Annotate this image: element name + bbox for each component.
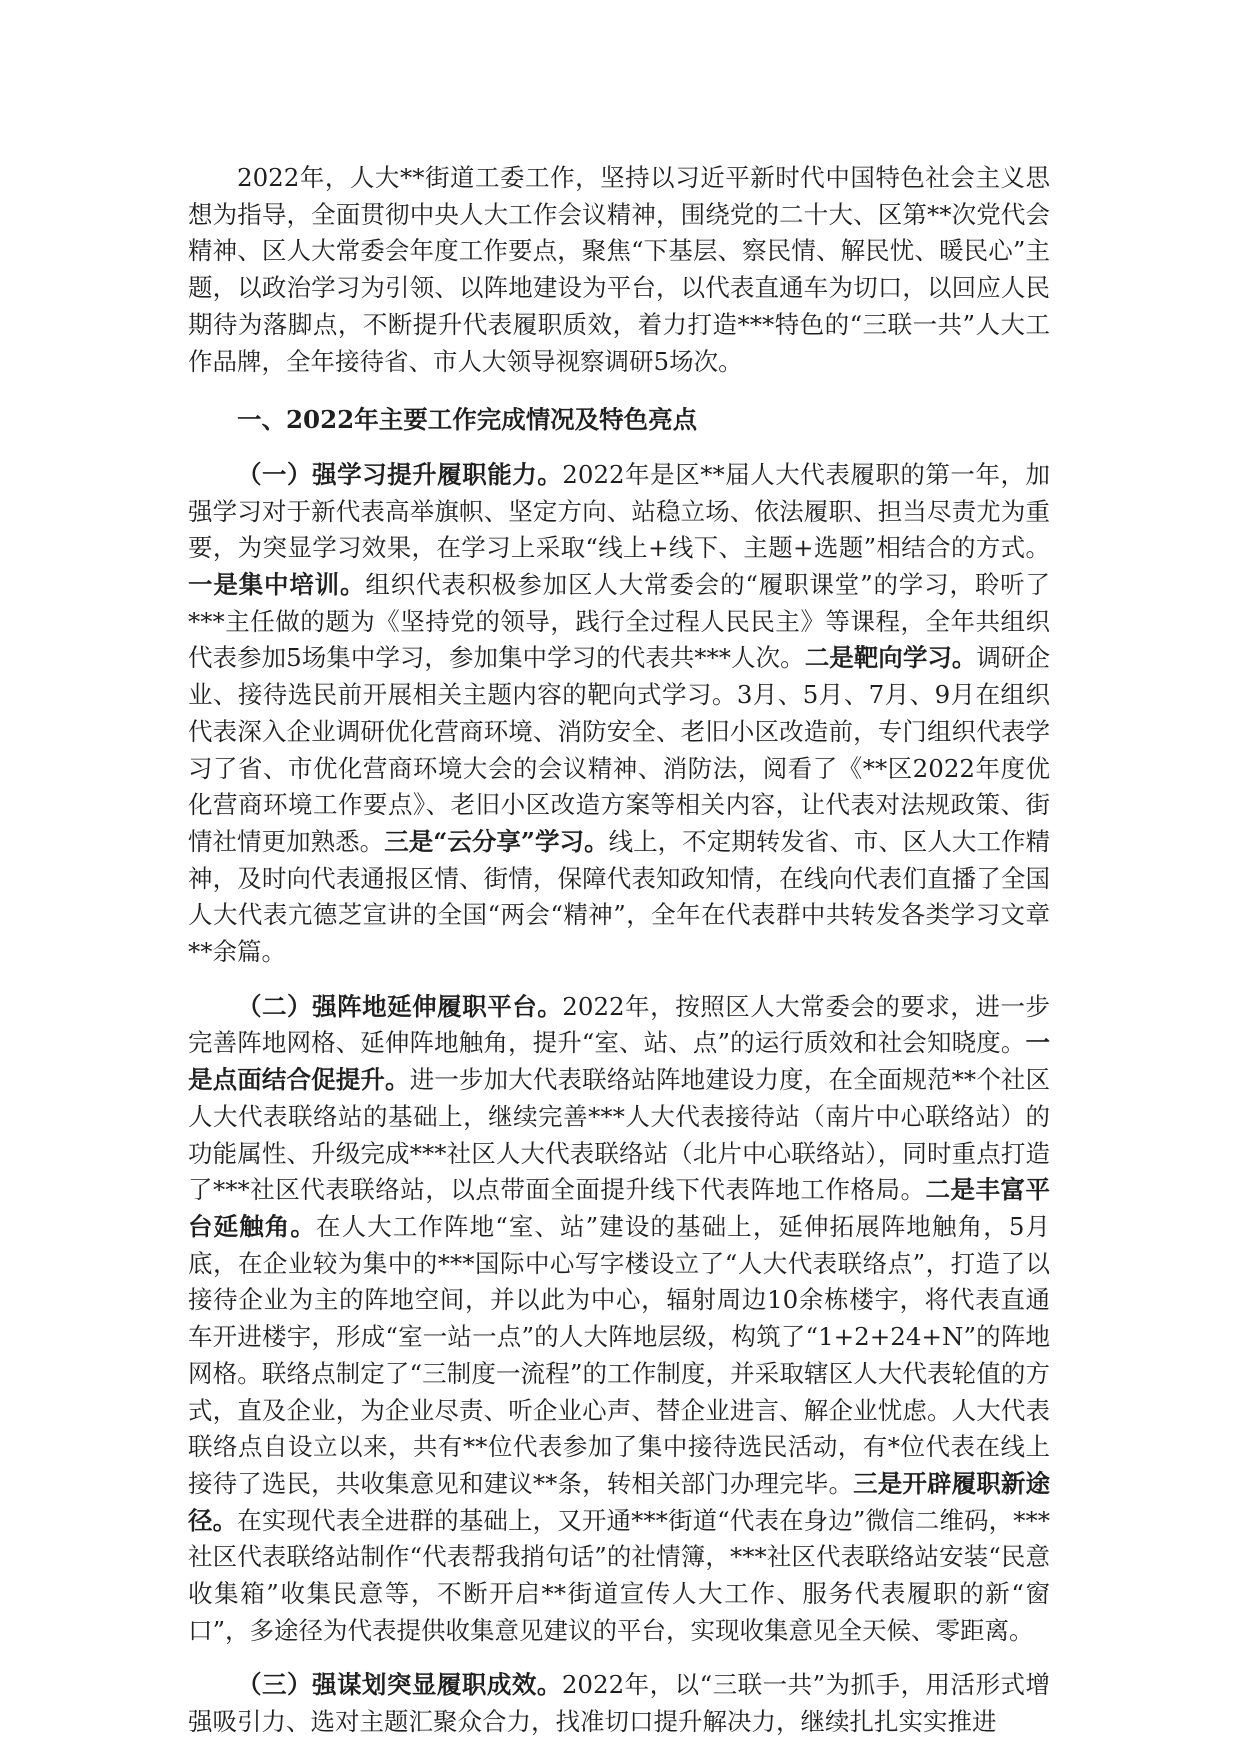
section-2-lead: （二）强阵地延伸履职平台。	[237, 991, 563, 1021]
section-3-text-1: 2022年，以“三联一共”为抓手，用活形式增强吸引力、选对主题汇聚众合力，找准切口提升解决力，继续扎扎实实推进	[188, 1670, 1051, 1737]
section-1-point-3: 三是“云分享”学习。	[384, 826, 609, 856]
document-page	[188, 160, 1050, 1741]
section-3-lead: （三）强谋划突显履职成效。	[237, 1670, 562, 1700]
section-2-text-1: 2022年，按照区人大常委会的要求，进一步完善阵地网格、延伸阵地触角，提升“室、站、点”的运行质效和社会知晓度。	[188, 991, 1050, 1058]
section-1-lead: （一）强学习提升履职能力。	[237, 459, 563, 489]
section-1-paragraph	[188, 457, 1050, 971]
section-2-text-3: 在人大工作阵地“室、站”建设的基础上，延伸拓展阵地触角，5月底，在企业较为集中的***国际中心写字楼设立了“人大代表联络点”，打造了以接待企业为主的阵地空间，并以此为中心，辐射周边10余栋楼宇，将代表直通车开进楼宇，形成“室一站一点”的人大阵地层级，构筑了“1+2+24+N”的阵地网格。联络点制定了“三制度一流程”的工作制度，并采取辖区人大代表轮值的方式，直及企业，为企业尽责、听企业心声、替企业进言、解企业忧虑。人大代表联络点自设立以来，共有**位代表参加了集中接待选民活动，有*位代表在线上接待了选民，共收集意见和建议**条，转相关部门办理完毕。	[188, 1211, 1051, 1498]
section-1-text-3: 调研企业、接待选民前开展相关主题内容的靶向式学习。3月、5月、7月、9月在组织代表深入企业调研优化营商环境、消防安全、老旧小区改造前，专门组织代表学习了省、市优化营商环境大会的会议精神、消防法，阅看了《**区2022年度优化营商环境工作要点》、老旧小区改造方案等相关内容，让代表对法规政策、街情社情更加熟悉。	[188, 643, 1051, 856]
section-2-point-3: 三是开辟履职新途径。	[188, 1468, 1051, 1535]
section-1-text-1: 2022年是区**届人大代表履职的第一年，加强学习对于新代表高举旗帜、坚定方向、站稳立场、依法履职、担当尽责尤为重要，为突显学习效果，在学习上采取“线上+线下、主题+选题”相结合的方式。	[188, 459, 1050, 563]
section-1-text-4: 线上，不定期转发省、市、区人大工作精神，及时向代表通报区情、街情，保障代表知政知情，在线向代表们直播了全国人大代表亢德芝宣讲的全国“两会“精神”，全年在代表群中共转发各类学习文章**余篇。	[188, 826, 1051, 967]
section-2-point-2: 二是丰富平台延触角。	[188, 1175, 1050, 1241]
section-1-point-2: 二是靶向学习。	[804, 643, 977, 673]
section-heading: 一、2022年主要工作完成情况及特色亮点	[237, 405, 698, 435]
section-2-text-2: 进一步加大代表联络站阵地建设力度，在全面规范**个社区人大代表联络站的基础上，继续完善***人大代表接待站（南片中心联络站）的功能属性、升级完成***社区人大代表联络站（北片中心联络站），同时重点打造了***社区代表联络站，以点带面全面提升线下代表阵地工作格局。	[188, 1065, 1051, 1205]
section-2-text-4: 在实现代表全进群的基础上，又开通***街道“代表在身边”微信二维码，***社区代表联络站制作“代表帮我捎句话”的社情簿，***社区代表联络站安装“民意收集箱”收集民意等，不断开启**街道宣传人大工作、服务代表履职的新“窗口”，多途径为代表提供收集意见建议的平台，实现收集意见全天候、零距离。	[188, 1505, 1050, 1645]
intro-paragraph: 2022年，人大**街道工委工作，坚持以习近平新时代中国特色社会主义思想为指导，全面贯彻中央人大工作会议精神，围绕党的二十大、区第**次党代会精神、区人大常委会年度工作要点，聚焦“下基层、察民情、解民忧、暖民心”主题，以政治学习为引领、以阵地建设为平台，以代表直通车为切口，以回应人民期待为落脚点，不断提升代表履职质效，着力打造***特色的“三联一共”人大工作品牌，全年接待省、市人大领导视察调研5场次。	[188, 163, 1050, 376]
section-3-paragraph	[188, 1667, 1050, 1740]
section-1-text-2: 组织代表积极参加区人大常委会的“履职课堂”的学习，聆听了***主任做的题为《坚持党的领导，践行全过程人民民主》等课程，全年共组织代表参加5场集中学习，参加集中学习的代表共***人次。	[188, 570, 1050, 673]
section-2-point-1: 一是点面结合促提升。	[188, 1028, 1050, 1095]
section-1-point-1: 一是集中培训。	[188, 570, 366, 600]
section-2-paragraph	[188, 989, 1050, 1650]
